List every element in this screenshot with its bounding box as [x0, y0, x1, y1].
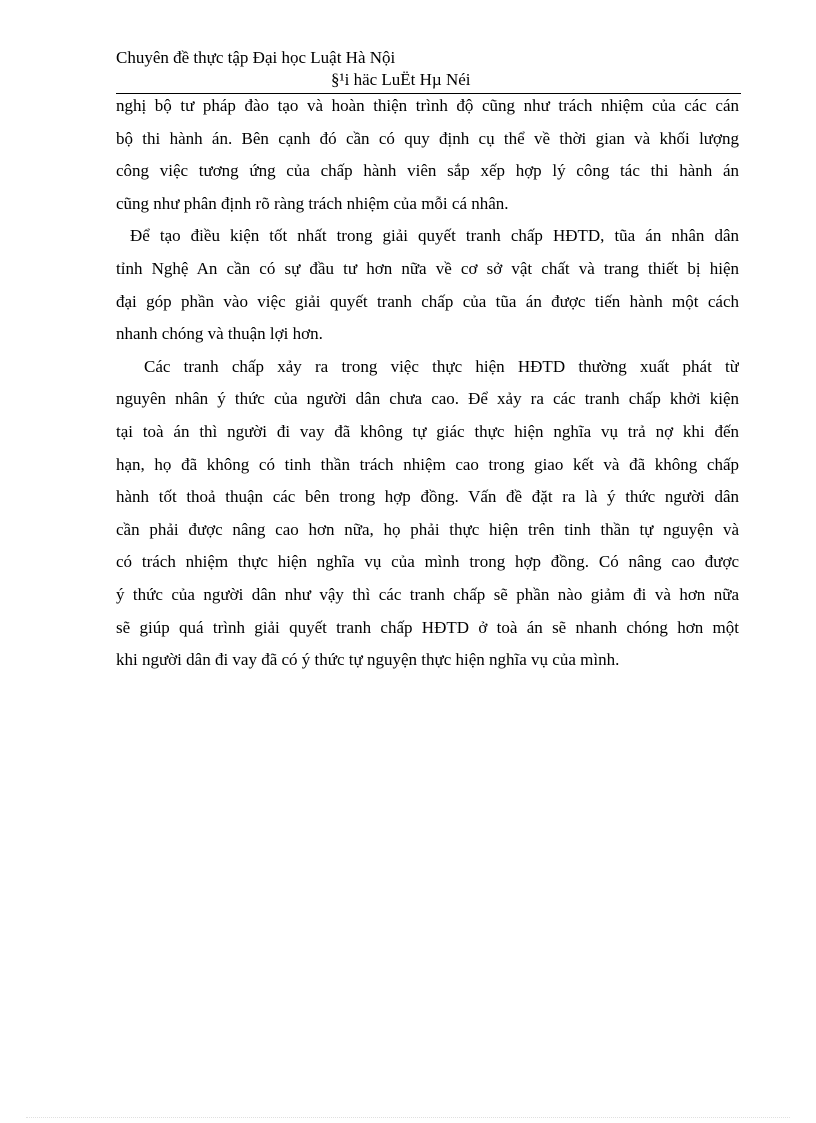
- text-line: sẽ giúp quá trình giải quyết tranh chấp HĐTD ở toà án sẽ nhanh chóng hơn một: [116, 617, 739, 637]
- text-line: ý thức của người dân như vậy thì các tranh chấp sẽ phần nào giảm đi và hơn nữa: [116, 584, 739, 604]
- text-line: có trách nhiệm thực hiện nghĩa vụ của mình trong hợp đồng. Có nâng cao được: [116, 552, 739, 572]
- page-header: [116, 47, 741, 91]
- text-line: tỉnh Nghệ An cần có sự đầu tư hơn nữa về cơ sở vật chất và trang thiết bị hiện: [116, 258, 739, 278]
- paragraph-3: [116, 351, 739, 677]
- header-title: Chuyên đề thực tập Đại học Luật Hà Nội: [116, 48, 396, 67]
- footer-dotted-divider: [26, 1117, 790, 1118]
- text-line: khi người dân đi vay đã có ý thức tự nguyện thực hiện nghĩa vụ của mình.: [116, 650, 620, 670]
- text-line: Các tranh chấp xảy ra trong việc thực hiện HĐTD thường xuất phát từ: [144, 356, 739, 376]
- text-line: cần phải được nâng cao hơn nữa, họ phải thực hiện trên tinh thần tự nguyện và: [116, 519, 739, 539]
- text-line: hành tốt thoả thuận các bên trong hợp đồng. Vấn đề đặt ra là ý thức người dân: [116, 487, 739, 507]
- text-line: tại toà án thì người đi vay đã không tự giác thực hiện nghĩa vụ trả nợ khi đến: [116, 421, 739, 441]
- text-line: Để tạo điều kiện tốt nhất trong giải quyết tranh chấp HĐTD, tũa án nhân dân: [130, 226, 739, 246]
- text-line: nguyên nhân ý thức của người dân chưa cao. Để xảy ra các tranh chấp khởi kiện: [116, 389, 739, 409]
- text-line: đại góp phần vào việc giải quyết tranh chấp của tũa án được tiến hành một cách: [116, 291, 739, 311]
- text-line: bộ thi hành án. Bên cạnh đó cần có quy định cụ thể về thời gian và khối lượng: [116, 128, 739, 148]
- paragraph-2: [116, 220, 739, 350]
- document-body: [116, 90, 739, 677]
- text-line: nghị bộ tư pháp đào tạo và hoàn thiện trình độ cũng như trách nhiệm của các cán: [116, 96, 739, 115]
- text-line: nhanh chóng và thuận lợi hơn.: [116, 324, 323, 344]
- paragraph-1: [116, 90, 739, 220]
- text-line: công việc tương ứng của chấp hành viên sắp xếp hợp lý công tác thi hành án: [116, 161, 739, 181]
- text-line: hạn, họ đã không có tinh thần trách nhiệm cao trong giao kết và đã không chấp: [116, 454, 739, 474]
- header-subtitle-garbled: §¹i häc LuËt Hµ Néi: [331, 70, 471, 89]
- text-line: cũng như phân định rõ ràng trách nhiệm của mỗi cá nhân.: [116, 193, 509, 213]
